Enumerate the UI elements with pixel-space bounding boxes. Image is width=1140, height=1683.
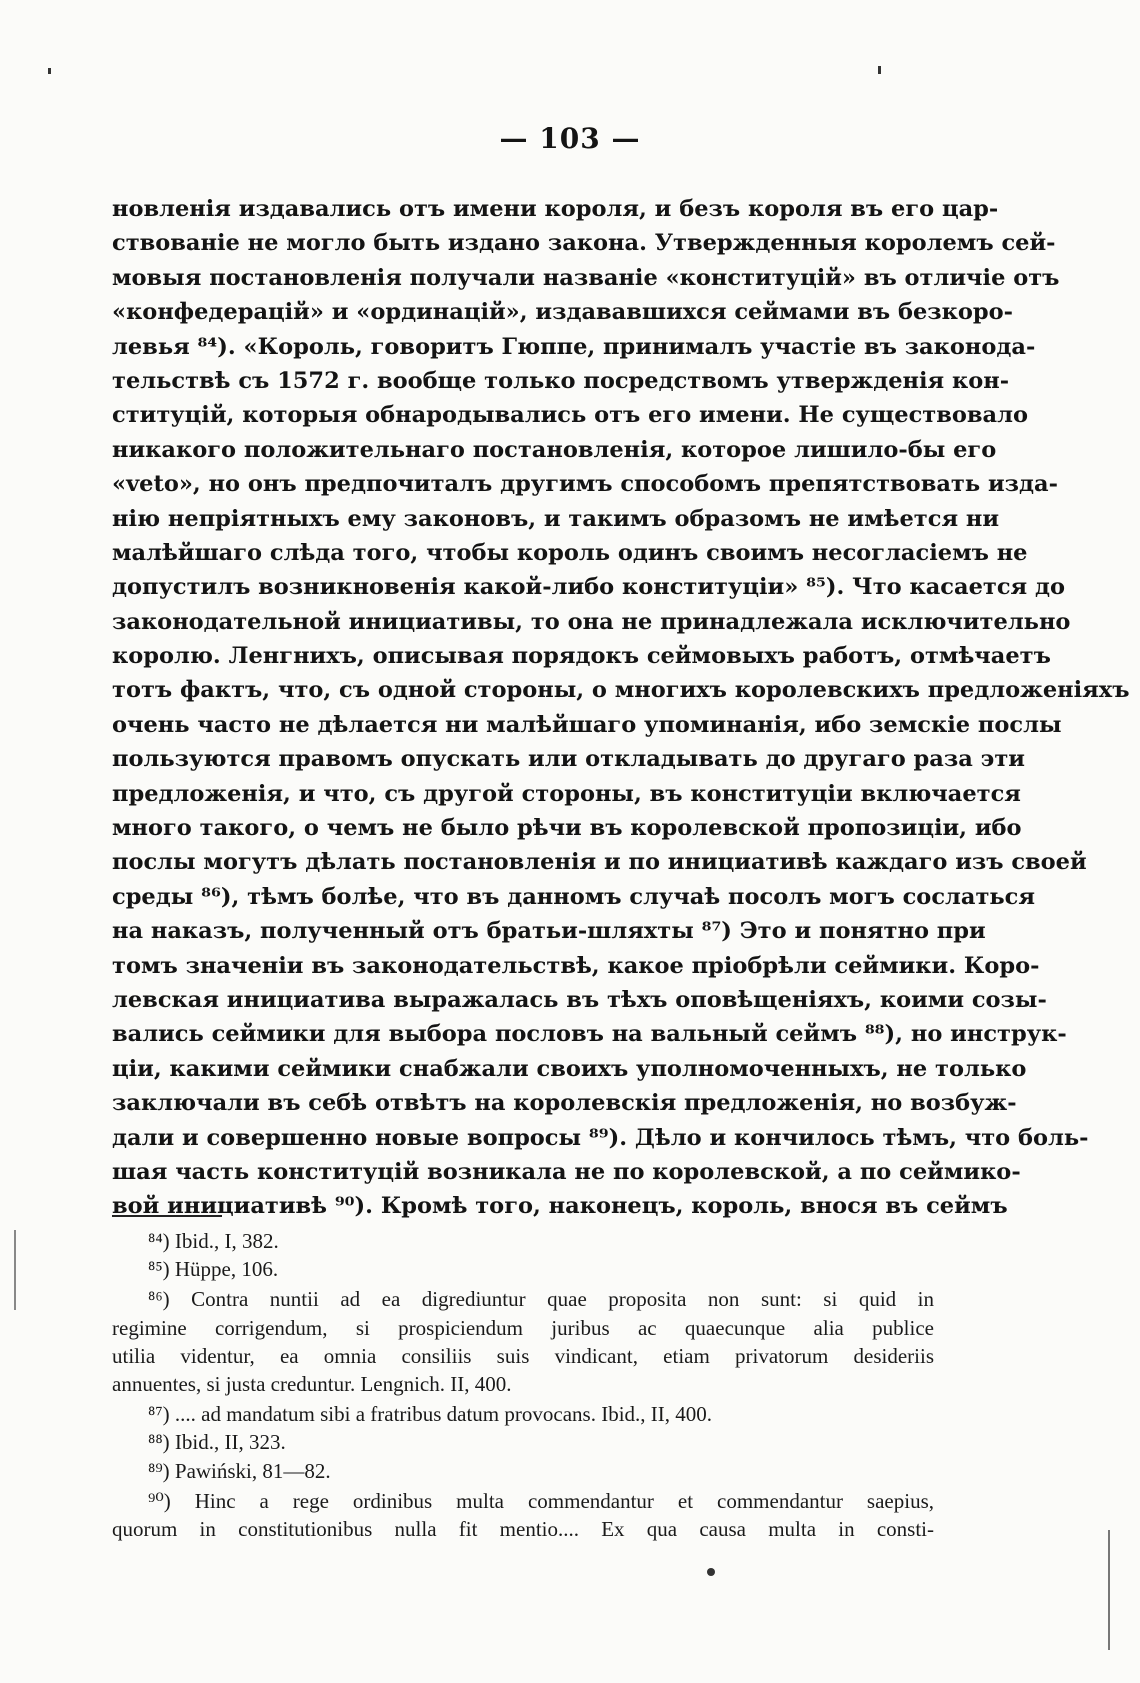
text-line: среды ⁸⁶), тѣмъ болѣе, что въ данномъ случаѣ посолъ могъ сослаться xyxy=(112,883,1035,910)
footnote-90-cont: quorum in constitutionibus nulla fit mentio.... Ex qua causa multa in consti- xyxy=(112,1516,934,1541)
text-line: допустилъ возникновенія какой-либо конституціи» ⁸⁵). Что касается до xyxy=(112,574,1065,601)
main-text xyxy=(112,192,1130,1224)
text-line: законодательной инициативы, то она не принадлежала исключительно xyxy=(112,608,1071,635)
footnote-85: ⁸⁵) Hüppe, 106. xyxy=(148,1257,279,1282)
text-line: тельствѣ съ 1572 г. вообще только посредствомъ утвержденія кон- xyxy=(112,367,1010,394)
text-line: дали и совершенно новые вопросы ⁸⁹). Дѣло и кончилось тѣмъ, что боль- xyxy=(112,1124,1089,1151)
text-line: заключали въ себѣ отвѣтъ на королевскія предложенія, но возбуж- xyxy=(112,1090,1017,1117)
text-line: ствованіе не могло быть издано закона. Утвержденныя королемъ сей- xyxy=(112,230,1056,257)
text-line: «конфедерацій» и «ординацій», издававшихся сеймами въ безкоро- xyxy=(112,299,1013,326)
page-number: — 103 — xyxy=(499,122,641,155)
footnote-90: ⁹⁰) Hinc a rege ordinibus multa commendantur et commendantur saepius, xyxy=(148,1488,934,1513)
text-line: тотъ фактъ, что, съ одной стороны, о многихъ королевскихъ предложеніяхъ xyxy=(112,677,1130,704)
text-line: новленія издавались отъ имени короля, и безъ короля въ его цар- xyxy=(112,196,999,222)
footnote-88: ⁸⁸) Ibid., II, 323. xyxy=(148,1430,286,1455)
footnote-divider xyxy=(112,1215,222,1217)
text-line: нію непріятныхъ ему законовъ, и такимъ образомъ не имѣется ни xyxy=(112,505,1000,532)
scan-mark-right-edge xyxy=(1108,1530,1110,1650)
footnote-86-cont: annuentes, si justa creduntur. Lengnich. II, 400. xyxy=(112,1371,512,1396)
text-line: никакого положительнаго постановленія, которое лишило-бы его xyxy=(112,436,997,463)
text-line: пользуются правомъ опускать или откладывать до другаго раза эти xyxy=(112,746,1025,773)
text-line: ституцій, которыя обнародывались отъ его имени. Не существовало xyxy=(112,402,1028,429)
text-line: очень часто не дѣлается ни малѣйшаго упоминанія, ибо земскіе послы xyxy=(112,711,1062,738)
footnote-84: ⁸⁴) Ibid., I, 382. xyxy=(148,1229,279,1253)
text-line: ціи, какими сеймики снабжали своихъ уполномоченныхъ, не только xyxy=(112,1055,1027,1082)
scan-mark-top-left xyxy=(48,68,51,74)
text-line: много такого, о чемъ не было рѣчи въ королевской пропозиціи, ибо xyxy=(112,815,1022,842)
text-line: мовыя постановленія получали названіе «конституцій» въ отличіе отъ xyxy=(112,264,1060,291)
footnote-86: ⁸⁶) Contra nuntii ad ea digrediuntur quae proposita non sunt: si quid in xyxy=(148,1287,934,1312)
text-line: шая часть конституцій возникала не по королевской, а по сеймико- xyxy=(112,1158,1021,1185)
text-line: левья ⁸⁴). «Король, говоритъ Гюппе, принималъ участіе въ законода- xyxy=(112,333,1036,360)
footnote-89: ⁸⁹) Pawiński, 81—82. xyxy=(148,1458,331,1483)
text-line: «veto», но онъ предпочиталъ другимъ способомъ препятствовать изда- xyxy=(112,471,1058,498)
footnote-87: ⁸⁷) .... ad mandatum sibi a fratribus datum provocans. Ibid., II, 400. xyxy=(148,1402,713,1427)
text-line: на наказъ, полученный отъ братьи-шляхты ⁸⁷) Это и понятно при xyxy=(112,918,986,945)
ink-dot xyxy=(707,1568,715,1576)
scan-mark-left-edge xyxy=(14,1230,16,1310)
text-line: королю. Ленгнихъ, описывая порядокъ сеймовыхъ работъ, отмѣчаетъ xyxy=(112,643,1051,670)
text-line: послы могутъ дѣлать постановленія и по инициативѣ каждаго изъ своей xyxy=(112,849,1087,876)
text-line: предложенія, и что, съ другой стороны, въ конституціи включается xyxy=(112,780,1021,807)
text-line: малѣйшаго слѣда того, чтобы король одинъ своимъ несогласіемъ не xyxy=(112,539,1028,566)
text-line: томъ значеніи въ законодательствѣ, какое пріобрѣли сеймики. Коро- xyxy=(112,952,1040,979)
text-line: вой инициативѣ ⁹⁰). Кромѣ того, наконецъ, король, внося въ сеймъ xyxy=(112,1193,1008,1220)
footnote-86-cont: regimine corrigendum, si prospiciendum juribus ac quaecunque alia publice xyxy=(112,1315,934,1340)
footnotes xyxy=(112,1227,934,1543)
footnote-86-cont: utilia videntur, ea omnia consiliis suis vindicant, etiam privatorum desideriis xyxy=(112,1343,934,1368)
text-line: вались сеймики для выбора пословъ на вальный сеймъ ⁸⁸), но инструк- xyxy=(112,1021,1067,1048)
scan-mark-top-right xyxy=(878,66,881,74)
text-line: левская инициатива выражалась въ тѣхъ оповѣщеніяхъ, коими созы- xyxy=(112,986,1047,1013)
